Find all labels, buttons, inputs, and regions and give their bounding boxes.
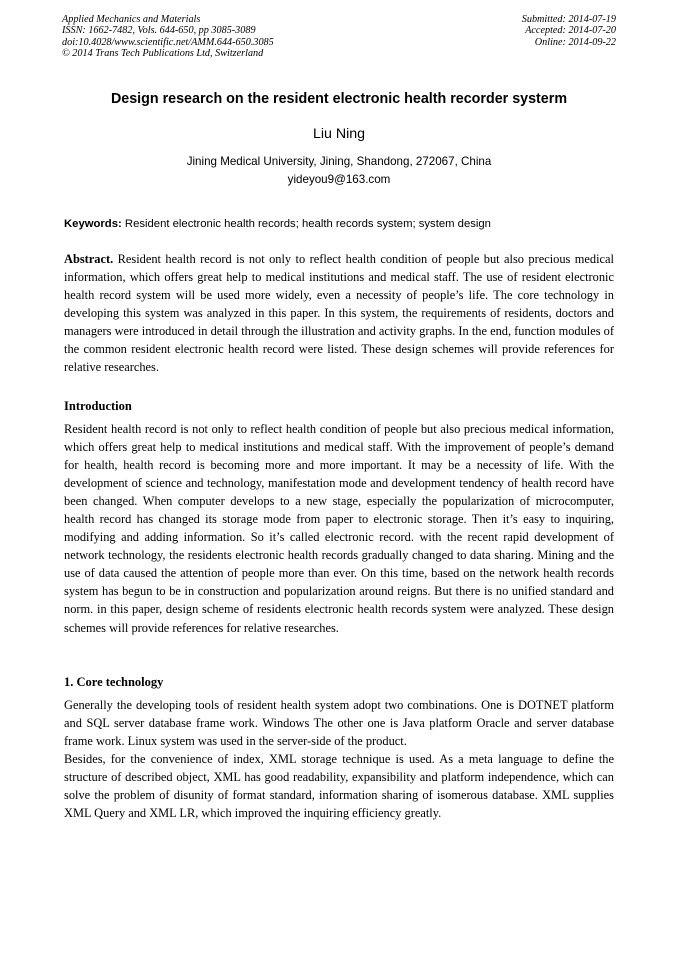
author-name: Liu Ning xyxy=(312,126,366,142)
author-email: yideyou9@163.com xyxy=(287,173,391,186)
core-technology-paragraph-2: Besides, for the convenience of index, XML storage technique is used. As a meta language to define the structure of described object, XML has good readability, expansibility and platform independence, which can solve the problem of disunity of format standard, information sharing of isomerous database. XML supplies XML Query and XML LR, which improved the inquiring efficiency greatly. xyxy=(64,752,614,821)
paper-title: Design research on the resident electronic health recorder systerm xyxy=(110,91,568,107)
affiliation-block xyxy=(40,153,638,189)
abstract-text: Resident health record is not only to reflect health condition of people but also precious medical information, which offers great help to medical institutions and medical staff. The use of resident electronic health record system will be used more widely, even a necessity of people’s life. The core technology in developing this system was analyzed in this paper. In this system, the requirements of residents, doctors and managers were introduced in detail through the illustration and activity graphs. In the end, function modules of the common resident electronic health record were listed. These design schemes will provide references for relative researches. xyxy=(64,252,614,375)
doi-line: doi:10.4028/www.scientific.net/AMM.644-650.3085 xyxy=(62,36,274,48)
core-technology-heading: 1. Core technology xyxy=(64,675,164,689)
journal-info xyxy=(62,14,274,60)
accepted-date: Accepted: 2014-07-20 xyxy=(525,25,616,37)
introduction-paragraph: Resident health record is not only to reflect health condition of people but also precious medical information, which offers great help to medical institutions and medical staff. With the improvement of people’s demand for health, health record is becoming more and more important. It may be a necessity of life. With the development of science and technology, manifestation mode and development tendency of health record have been changed. When computer develops to a new stage, especially the popularization of microcomputer, health record has changed its storage mode from paper to electronic storage. Then it’s easy to inquiring, modifying and adding information. So it’s called electronic record. with the recent rapid development of network technology, the residents electronic health records gradually changed to data sharing. Mining and the use of data caused the attention of people more than ever. On this time, based on the network health records system has begun to be in construction and popularization around reigns. But there is no unified standard and norm. in this paper, design scheme of residents electronic health records system were analyzed. These design schemes will provide references for relative researches. xyxy=(64,422,614,635)
online-date: Online: 2014-09-22 xyxy=(534,36,616,48)
journal-name: Applied Mechanics and Materials xyxy=(62,14,201,25)
dates-info xyxy=(522,14,616,48)
issn-line: ISSN: 1662-7482, Vols. 644-650, pp 3085-3089 xyxy=(62,25,256,37)
affiliation: Jining Medical University, Jining, Shandong, 272067, China xyxy=(186,155,492,168)
abstract-label: Abstract. xyxy=(64,252,114,266)
abstract xyxy=(64,250,614,376)
copyright-line: © 2014 Trans Tech Publications Ltd, Switzerland xyxy=(62,48,264,60)
keywords-text: Resident electronic health records; health records system; system design xyxy=(121,218,491,230)
submitted-date: Submitted: 2014-07-19 xyxy=(521,14,616,25)
introduction-heading: Introduction xyxy=(64,399,132,413)
core-technology-paragraph-1: Generally the developing tools of resident health system adopt two combinations. One is DOTNET platform and SQL server database frame work. Windows The other one is Java platform Oracle and server database frame work. Linux system was used in the server-side of the product. xyxy=(64,698,614,749)
keywords-label: Keywords: xyxy=(64,218,122,230)
keywords xyxy=(64,218,616,230)
